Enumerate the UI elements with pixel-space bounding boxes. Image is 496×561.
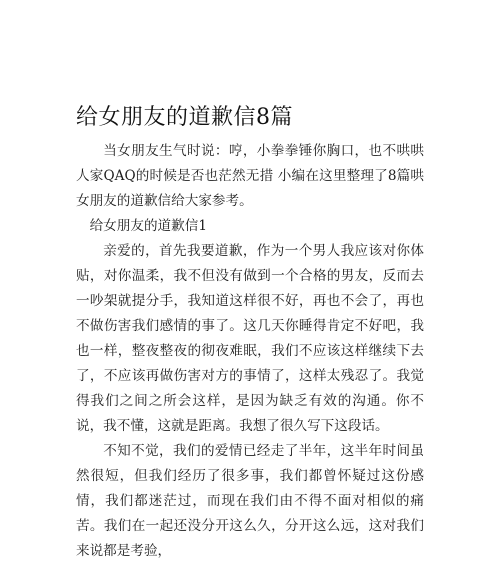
- document-body: [76, 139, 424, 561]
- letter-paragraph: 亲爱的，首先我要道歉，作为一个男人我应该对你体贴，对你温柔，我不但没有做到一个合格的男友，反而去一吵架就提分手，我知道这样很不好，再也不会了，再也不做伤害我们感情的事了。这几天你睡得肯定不好吧，我也一样，整夜整夜的彻夜难眠，我们不应该这样继续下去了，不应该再做伤害对方的事情了，这样太残忍了。我觉得我们之间之所会这样，是因为缺乏有效的沟通。你不说，我不懂，这就是距离。我想了很久写下这段话。: [76, 243, 424, 434]
- letter-paragraph: 不知不觉，我们的爱情已经走了半年，这半年时间虽然很短，但我们经历了很多事，我们都曾怀疑过这份感情，我们都迷茫过，而现在我们由不得不面对相似的痛苦。我们在一起还没分开这么久，分开这么远，这对我们来说都是考验，: [76, 443, 424, 559]
- intro-paragraph: 当女朋友生气时说：哼，小拳拳锤你胸口，也不哄哄人家QAQ的时候是否也茫然无措 小编在这里整理了8篇哄女朋友的道歉信给大家参考。: [76, 143, 424, 209]
- document-title: 给女朋友的道歉信8篇: [76, 105, 293, 130]
- letter-heading: 给女朋友的道歉信1: [89, 218, 207, 234]
